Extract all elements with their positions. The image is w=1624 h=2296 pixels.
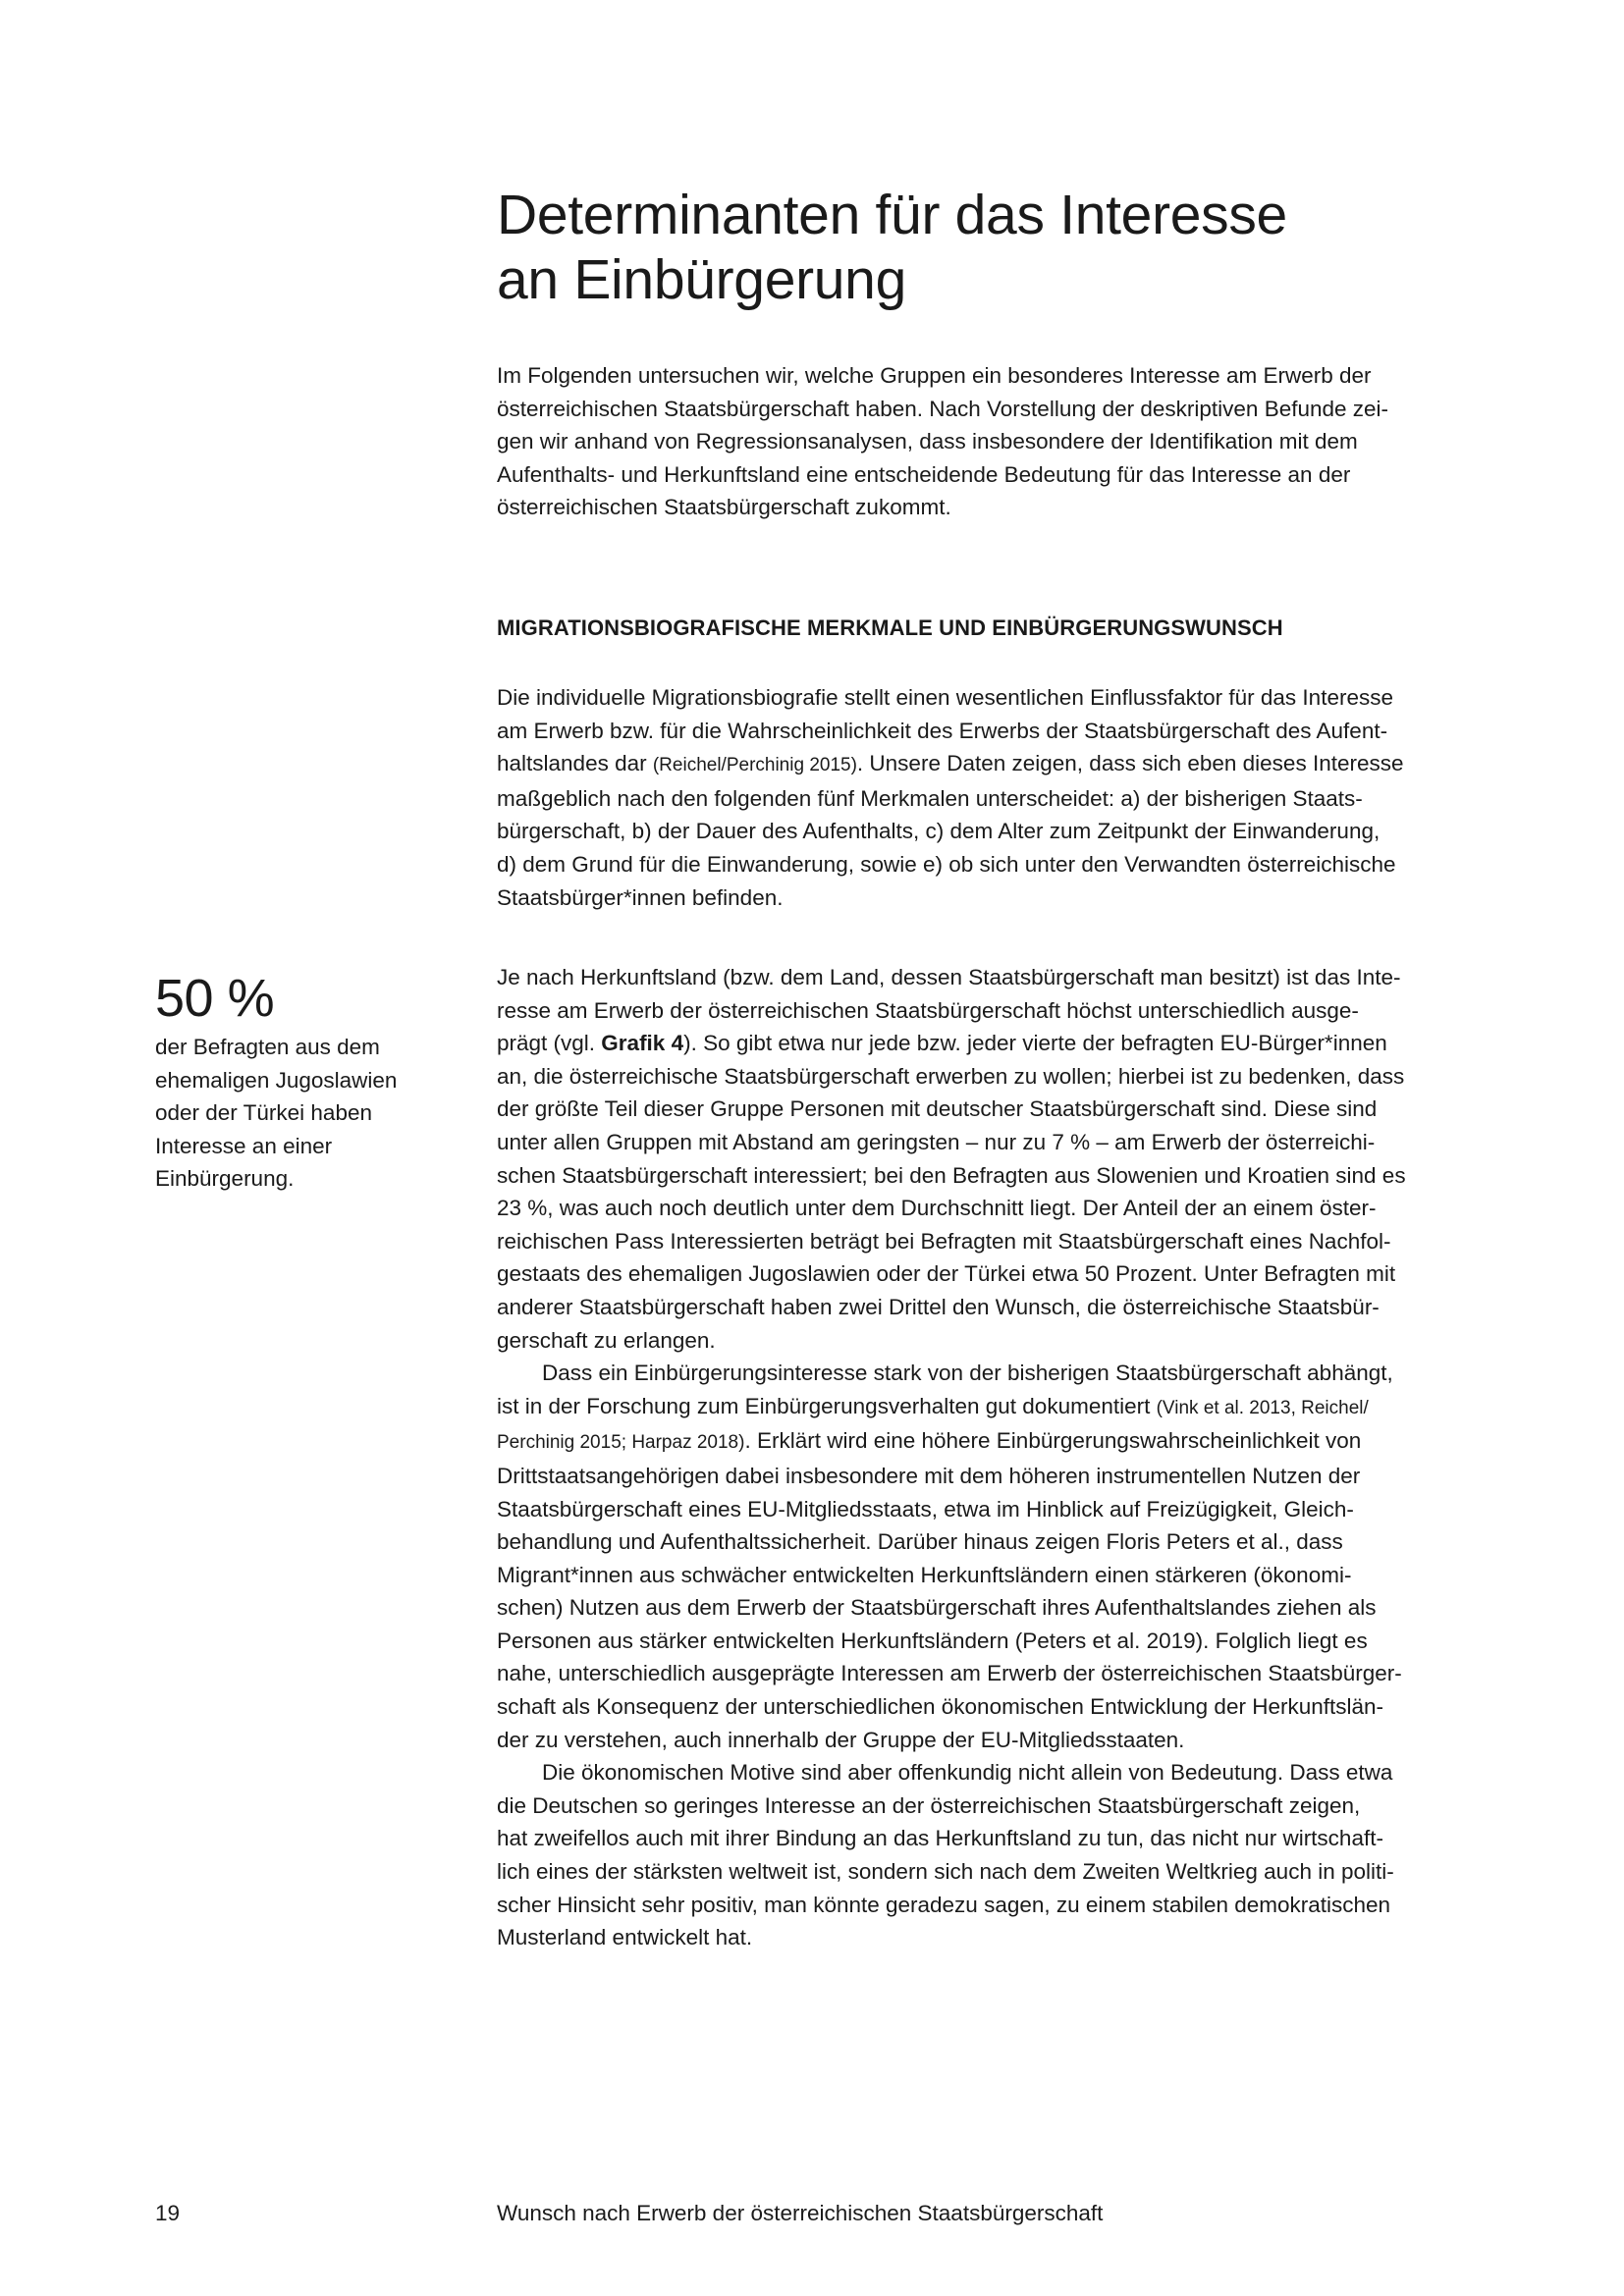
- text-line: gerschaft zu erlangen.: [497, 1327, 716, 1353]
- text-line: [497, 1027, 1479, 1060]
- citation: (Reichel/Perchinig 2015): [652, 755, 857, 776]
- page-number: 19: [155, 2201, 181, 2225]
- text-line: Musterland entwickelt hat.: [497, 1925, 753, 1950]
- body-paragraph: [497, 1756, 1479, 1954]
- text-line: Die ökonomischen Motive sind aber offenkundig nicht allein von Bedeutung. Dass etwa: [542, 1760, 1393, 1786]
- text-line: ehemaligen Jugoslawien: [155, 1067, 398, 1093]
- text-line: oder der Türkei haben: [155, 1100, 372, 1126]
- text-line: anderer Staatsbürgerschaft haben zwei Drittel den Wunsch, die österreichische Staatsbür-: [497, 1294, 1380, 1319]
- page-title: [497, 183, 1459, 312]
- text-line: der größte Teil dieser Gruppe Personen mit deutscher Staatsbürgerschaft sind. Diese sind: [497, 1096, 1378, 1122]
- text-line: d) dem Grund für die Einwanderung, sowie e) ob sich unter den Verwandten österreichische: [497, 851, 1396, 877]
- title-line: an Einbürgerung: [497, 248, 906, 311]
- text-line: am Erwerb bzw. für die Wahrscheinlichkeit des Erwerbs der Staatsbürgerschaft des Aufent-: [497, 718, 1388, 743]
- text-line: schen Staatsbürgerschaft interessiert; bei den Befragten aus Slowenien und Kroatien sind es: [497, 1162, 1406, 1188]
- main-body-text: [497, 961, 1479, 1954]
- text-line: der Befragten aus dem: [155, 1035, 380, 1059]
- text-line: Einbürgerung.: [155, 1166, 295, 1192]
- text-segment: prägt (vgl.: [497, 1031, 602, 1056]
- body-paragraph: [497, 961, 1479, 1357]
- running-footer-title: Wunsch nach Erwerb der österreichischen Staatsbürgerschaft: [497, 2201, 1104, 2225]
- text-line: Staatsbürgerschaft eines EU-Mitgliedsstaats, etwa im Hinblick auf Freizügigkeit, Gleich-: [497, 1496, 1354, 1522]
- text-line: lich eines der stärksten weltweit ist, sondern sich nach dem Zweiten Weltkrieg auch in politi-: [497, 1859, 1394, 1885]
- text-line: gen wir anhand von Regressionsanalysen, dass insbesondere der Identifikation mit dem: [497, 429, 1358, 454]
- text-line: [497, 747, 1479, 782]
- text-line: Drittstaatsangehörigen dabei insbesondere mit dem höheren instrumentellen Nutzen der: [497, 1463, 1361, 1488]
- text-line: Personen aus stärker entwickelten Herkunftsländern (Peters et al. 2019). Folglich liegt es: [497, 1628, 1368, 1653]
- text-line: Staatsbürger*innen befinden.: [497, 884, 784, 910]
- title-line: Determinanten für das Interesse: [497, 184, 1287, 246]
- text-line: an, die österreichische Staatsbürgerschaft erwerben zu wollen; hierbei ist zu bedenken, dass: [497, 1063, 1405, 1089]
- text-line: scher Hinsicht sehr positiv, man könnte geradezu sagen, zu einem stabilen demokratischen: [497, 1892, 1391, 1917]
- text-line: unter allen Gruppen mit Abstand am geringsten – nur zu 7 % – am Erwerb der österreichi-: [497, 1129, 1376, 1154]
- text-line: österreichischen Staatsbürgerschaft haben. Nach Vorstellung der deskriptiven Befunde zei-: [497, 396, 1389, 421]
- body-paragraph: [497, 681, 1479, 914]
- text-line: behandlung und Aufenthaltssicherheit. Darüber hinaus zeigen Floris Peters et al., dass: [497, 1529, 1343, 1555]
- text-line: nahe, unterschiedlich ausgeprägte Interessen am Erwerb der österreichischen Staatsbürger-: [497, 1661, 1402, 1686]
- citation: (Vink et al. 2013, Reichel/: [1156, 1397, 1369, 1418]
- text-line: Die individuelle Migrationsbiografie stellt einen wesentlichen Einflussfaktor für das Interesse: [497, 685, 1393, 710]
- citation: Perchinig 2015; Harpaz 2018): [497, 1432, 745, 1454]
- text-line: reichischen Pass Interessierten beträgt bei Befragten mit Staatsbürgerschaft eines Nachfol-: [497, 1228, 1391, 1254]
- text-line: Im Folgenden untersuchen wir, welche Gruppen ein besonderes Interesse am Erwerb der: [497, 363, 1372, 388]
- text-line: schen) Nutzen aus dem Erwerb der Staatsbürgerschaft ihres Aufenthaltslandes ziehen als: [497, 1595, 1377, 1621]
- text-line: bürgerschaft, b) der Dauer des Aufenthalts, c) dem Alter zum Zeitpunkt der Einwanderung,: [497, 819, 1380, 844]
- callout-text: [155, 1031, 450, 1196]
- text-segment: haltslandes dar: [497, 751, 653, 776]
- text-line: maßgeblich nach den folgenden fünf Merkmalen unterscheidet: a) der bisherigen Staats-: [497, 785, 1363, 811]
- text-line: gestaats des ehemaligen Jugoslawien oder der Türkei etwa 50 Prozent. Unter Befragten mit: [497, 1261, 1396, 1287]
- figure-reference: Grafik 4: [601, 1031, 684, 1056]
- text-line: Je nach Herkunftsland (bzw. dem Land, dessen Staatsbürgerschaft man besitzt) ist das Inte-: [497, 965, 1401, 989]
- text-line: schaft als Konsequenz der unterschiedlichen ökonomischen Entwicklung der Herkunftslän-: [497, 1694, 1383, 1720]
- text-line: die Deutschen so geringes Interesse an der österreichischen Staatsbürgerschaft zeigen,: [497, 1792, 1361, 1818]
- text-segment: . Unsere Daten zeigen, dass sich eben dieses Interesse: [856, 751, 1404, 776]
- intro-paragraph: [497, 359, 1479, 524]
- text-line: Dass ein Einbürgerungsinteresse stark von der bisherigen Staatsbürgerschaft abhängt,: [542, 1361, 1393, 1386]
- section-heading: MIGRATIONSBIOGRAFISCHE MERKMALE UND EINBÜRGERUNGSWUNSCH: [497, 615, 1283, 640]
- body-paragraph: [497, 1357, 1479, 1756]
- text-segment: ). So gibt etwa nur jede bzw. jeder vierte der befragten EU-Bürger*innen: [683, 1031, 1387, 1056]
- sidebar-callout: [155, 968, 450, 1196]
- text-line: [497, 1390, 1479, 1425]
- callout-value: 50 %: [155, 969, 275, 1028]
- text-line: resse am Erwerb der österreichischen Staatsbürgerschaft höchst unterschiedlich ausge-: [497, 997, 1359, 1023]
- text-line: hat zweifellos auch mit ihrer Bindung an das Herkunftsland zu tun, das nicht nur wirtschaft-: [497, 1826, 1383, 1851]
- text-line: [497, 1424, 1479, 1460]
- text-line: 23 %, was auch noch deutlich unter dem Durchschnitt liegt. Der Anteil der an einem öster-: [497, 1196, 1377, 1221]
- text-line: Interesse an einer: [155, 1133, 333, 1158]
- text-segment: ist in der Forschung zum Einbürgerungsverhalten gut dokumentiert: [497, 1393, 1157, 1418]
- text-line: Migrant*innen aus schwächer entwickelten Herkunftsländern einen stärkeren (ökonomi-: [497, 1562, 1352, 1587]
- text-line: Aufenthalts- und Herkunftsland eine entscheidende Bedeutung für das Interesse an der: [497, 461, 1351, 487]
- text-line: der zu verstehen, auch innerhalb der Gruppe der EU-Mitgliedsstaaten.: [497, 1727, 1185, 1752]
- text-line: österreichischen Staatsbürgerschaft zukommt.: [497, 495, 951, 520]
- text-segment: . Erklärt wird eine höhere Einbürgerungswahrscheinlichkeit von: [744, 1428, 1362, 1454]
